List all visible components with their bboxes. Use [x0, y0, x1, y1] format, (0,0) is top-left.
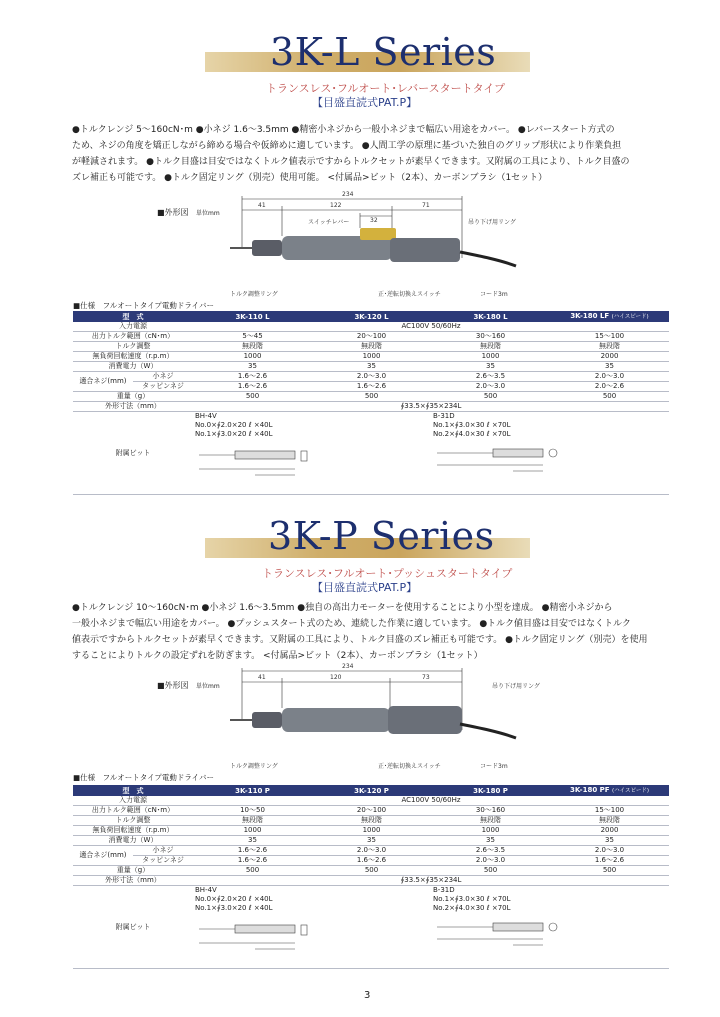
patent-label: 【目盛直読式PAT.P】 [312, 581, 418, 594]
row-label: トルク調整 [73, 342, 193, 352]
row-label: 外形寸法（mm） [73, 876, 193, 886]
header-model [550, 311, 669, 322]
bit-spec: BH-4V No.0×∮2.0×20 ℓ ×40L No.1×∮3.0×20 ℓ ×40L [195, 412, 273, 438]
series-subtitle: トランスレス･フルオート･レバースタートタイプ [266, 82, 506, 95]
row-label: 外形寸法（mm） [73, 402, 193, 412]
patent-label: 【目盛直読式PAT.P】 [312, 96, 418, 109]
bit-drawing [433, 913, 563, 953]
description-line: 値表示ですからトルクセットが素早くできます。又附属の工具により、トルク目盛のズレ補正も可能です。 ●トルク固定リング（別売）を使用 [72, 635, 648, 645]
header-model [550, 785, 669, 796]
header-model: 3K-110 L [193, 311, 312, 322]
series-title: 3K-P Series [268, 514, 495, 558]
table-row [73, 332, 669, 342]
callout-cord: コード3m [480, 763, 508, 770]
row-label: 小ネジ [133, 846, 193, 856]
unit-label: 単位mm [196, 210, 220, 217]
bit-drawing [195, 439, 315, 479]
row-label: 重量（g） [73, 866, 193, 876]
dim-41: 41 [258, 202, 266, 209]
table-row [73, 826, 669, 836]
table-row [73, 846, 669, 856]
cell: 1.6〜2.6 [312, 856, 431, 866]
cell: 1000 [312, 352, 431, 362]
row-label: タッピンネジ [133, 856, 193, 866]
cell: 500 [193, 866, 312, 876]
description-line: ズレ補正も可能です。 ●トルク固定リング（別売）使用可能。 <付属品>ビット（2本）、カーボンブラシ（1セット） [72, 173, 548, 183]
cell: 35 [312, 362, 431, 372]
cell: 無段階 [431, 342, 550, 352]
description-line: 一般小ネジまで幅広い用途をカバー。 ●プッシュスタート式のため、連続した作業に適しています。 ●トルク値目盛は目安ではなくトルク [72, 619, 631, 629]
table-row [73, 322, 669, 332]
lever-shape [360, 228, 396, 240]
cell: 2.0〜3.0 [550, 846, 669, 856]
series-subtitle: トランスレス･フルオート･プッシュスタートタイプ [262, 567, 513, 580]
cell: 35 [431, 362, 550, 372]
torque-ring-shape [252, 240, 282, 256]
cell: 無段階 [431, 816, 550, 826]
cell: 2.0〜3.0 [550, 372, 669, 382]
callout-torque-ring: トルク調整リング [230, 763, 278, 770]
cell: 2000 [550, 826, 669, 836]
cell: 500 [550, 392, 669, 402]
row-label: 入力電源 [73, 322, 193, 332]
callout-switch-lever: スイッチレバー [308, 219, 350, 226]
cell: 15〜100 [550, 332, 669, 342]
row-label: 附属ビット [73, 412, 193, 495]
row-value: AC100V 50/60Hz [193, 322, 669, 332]
cell: 5〜45 [193, 332, 312, 342]
cell: 2.6〜3.5 [431, 372, 550, 382]
cell: 2.6〜3.5 [431, 846, 550, 856]
table-row [73, 876, 669, 886]
row-group-label: 適合ネジ(mm) [73, 846, 133, 866]
table-row [73, 806, 669, 816]
cell: 500 [431, 866, 550, 876]
dim-71: 71 [422, 202, 430, 209]
bit-drawing [433, 439, 563, 479]
table-row [73, 816, 669, 826]
table-row-bits [73, 886, 669, 969]
cell: 1.6〜2.6 [193, 846, 312, 856]
page-number: 3 [364, 990, 371, 1001]
table-header [73, 311, 669, 322]
model-name: 3K-180 PF [569, 786, 610, 794]
row-label: 無負荷回転速度（r.p.m） [73, 352, 193, 362]
cell: 2.0〜2.6 [550, 382, 669, 392]
row-value: AC100V 50/60Hz [193, 796, 669, 806]
tool-drawing [230, 660, 540, 772]
table-row [73, 856, 669, 866]
cell: 35 [312, 836, 431, 846]
dim-120: 120 [330, 674, 342, 681]
bit-drawing [195, 913, 315, 953]
row-label: 消費電力（W） [73, 836, 193, 846]
table-row [73, 392, 669, 402]
row-value: ∮33.5×∮35×234L [193, 876, 669, 886]
header-model: 3K-120 P [312, 785, 431, 796]
row-label: トルク調整 [73, 816, 193, 826]
dim-32: 32 [370, 217, 378, 224]
cell: 35 [431, 836, 550, 846]
cell: 2.0〜3.0 [431, 856, 550, 866]
callout-hang-ring: 吊り下げ用リング [492, 683, 540, 690]
cell: 無段階 [193, 816, 312, 826]
cell: 1.6〜2.6 [550, 856, 669, 866]
cell: 1.6〜2.6 [193, 856, 312, 866]
row-value: ∮33.5×∮35×234L [193, 402, 669, 412]
cell: 1000 [193, 352, 312, 362]
cell: 無段階 [550, 816, 669, 826]
table-row [73, 796, 669, 806]
bit-cell-right [431, 412, 669, 495]
grip-shape [390, 238, 460, 262]
tool-drawing [230, 188, 530, 300]
row-label: 出力トルク範囲（cN･m） [73, 332, 193, 342]
cord-shape [460, 724, 516, 738]
row-label: タッピンネジ [133, 382, 193, 392]
dim-73: 73 [422, 674, 430, 681]
cell: 2.0〜3.0 [312, 372, 431, 382]
cell: 30〜160 [431, 806, 550, 816]
row-label: 重量（g） [73, 392, 193, 402]
table-row [73, 342, 669, 352]
table-row [73, 866, 669, 876]
table-row-bits [73, 412, 669, 495]
bit-spec: B-31D No.1×∮3.0×30 ℓ ×70L No.2×∮4.0×30 ℓ ×70L [433, 412, 511, 438]
row-label: 小ネジ [133, 372, 193, 382]
hs-badge: (ハイスピード) [611, 788, 650, 794]
bit-spec: BH-4V No.0×∮2.0×20 ℓ ×40L No.1×∮3.0×20 ℓ ×40L [195, 886, 273, 912]
table-header [73, 785, 669, 796]
cell: 1.6〜2.6 [312, 382, 431, 392]
bit-cell-left [193, 412, 431, 495]
description-line: が軽減されます。 ●トルク目盛は目安ではなくトルク値表示ですからトルクセットが素早くできます。又附属の工具により、トルク目盛の [72, 157, 630, 167]
spec-label: ■仕様 フルオートタイプ電動ドライバー [73, 301, 215, 310]
table-row [73, 836, 669, 846]
description-line: することによりトルクの設定ずれを防ぎます。 <付属品>ビット（2本）、カーボンブラシ（1セット） [72, 651, 483, 661]
unit-label: 単位mm [196, 683, 220, 690]
outline-label: ■外形図 [157, 208, 189, 217]
dim-total: 234 [342, 191, 354, 198]
cell: 35 [193, 362, 312, 372]
cell: 1000 [431, 826, 550, 836]
spec-label: ■仕様 フルオートタイプ電動ドライバー [73, 773, 215, 782]
cell: 20〜100 [312, 332, 431, 342]
header-model: 3K-120 L [312, 311, 431, 322]
description-line: ため、ネジの角度を矯正しながら締める場合や仮締めに適しています。 ●人間工学の原理に基づいた独自のグリップ形状により作業負担 [72, 141, 622, 151]
cell: 1000 [312, 826, 431, 836]
cell: 500 [193, 392, 312, 402]
row-label: 無負荷回転速度（r.p.m） [73, 826, 193, 836]
model-name: 3K-180 LF [570, 312, 610, 320]
dim-total: 234 [342, 663, 354, 670]
cell: 35 [193, 836, 312, 846]
bit-cell-left [193, 886, 431, 969]
dim-41: 41 [258, 674, 266, 681]
cell: 500 [550, 866, 669, 876]
cell: 無段階 [312, 816, 431, 826]
cord-shape [460, 252, 516, 266]
callout-torque-ring: トルク調整リング [230, 291, 278, 298]
cell: 1000 [193, 826, 312, 836]
hs-badge: (ハイスピード) [611, 314, 649, 320]
bit-shape [230, 719, 252, 721]
dim-122: 122 [330, 202, 342, 209]
cell: 1.6〜2.6 [193, 382, 312, 392]
bit-spec: B-31D No.1×∮3.0×30 ℓ ×70L No.2×∮4.0×30 ℓ ×70L [433, 886, 511, 912]
torque-ring-shape [252, 712, 282, 728]
row-label: 附属ビット [73, 886, 193, 969]
header-type: 型 式 [73, 311, 193, 322]
header-type: 型 式 [73, 785, 193, 796]
cell: 1000 [431, 352, 550, 362]
bit-shape [230, 247, 252, 249]
cell: 500 [431, 392, 550, 402]
cell: 無段階 [193, 342, 312, 352]
description [72, 122, 672, 186]
table-row [73, 352, 669, 362]
outline-label: ■外形図 [157, 681, 189, 690]
bit-cell-right [431, 886, 669, 969]
description-line: ●トルクレンジ 10〜160cN･m ●小ネジ 1.6〜3.5mm ●独自の高出力モーターを使用することにより小型を達成。 ●精密小ネジから [72, 603, 613, 613]
table-row [73, 362, 669, 372]
cell: 15〜100 [550, 806, 669, 816]
cell: 20〜100 [312, 806, 431, 816]
grip-shape [388, 706, 462, 734]
table-row [73, 402, 669, 412]
cell: 無段階 [550, 342, 669, 352]
cell: 35 [550, 362, 669, 372]
cell: 2.0〜3.0 [431, 382, 550, 392]
header-model: 3K-110 P [193, 785, 312, 796]
cell: 無段階 [312, 342, 431, 352]
series-title: 3K-L Series [270, 30, 497, 74]
cell: 35 [550, 836, 669, 846]
cell: 500 [312, 392, 431, 402]
description-line: ●トルクレンジ 5〜160cN･m ●小ネジ 1.6〜3.5mm ●精密小ネジから一般小ネジまで幅広い用途をカバー。 ●レバースタート方式の [72, 125, 615, 135]
row-label: 出力トルク範囲（cN･m） [73, 806, 193, 816]
cell: 2000 [550, 352, 669, 362]
header-model: 3K-180 L [431, 311, 550, 322]
table-row [73, 382, 669, 392]
cell: 2.0〜3.0 [312, 846, 431, 856]
cell: 30〜160 [431, 332, 550, 342]
cell: 1.6〜2.6 [193, 372, 312, 382]
spec-table [73, 785, 669, 969]
table-row [73, 372, 669, 382]
row-label: 入力電源 [73, 796, 193, 806]
callout-fr-switch: 正･逆転切換えスイッチ [378, 291, 441, 298]
callout-hang-ring: 吊り下げ用リング [468, 219, 516, 226]
callout-fr-switch: 正･逆転切換えスイッチ [378, 763, 441, 770]
row-label: 消費電力（W） [73, 362, 193, 372]
body-shape [282, 708, 390, 732]
cell: 10〜50 [193, 806, 312, 816]
callout-cord: コード3m [480, 291, 508, 298]
header-model: 3K-180 P [431, 785, 550, 796]
spec-table [73, 311, 669, 495]
cell: 500 [312, 866, 431, 876]
description [72, 600, 672, 664]
row-group-label: 適合ネジ(mm) [73, 372, 133, 392]
